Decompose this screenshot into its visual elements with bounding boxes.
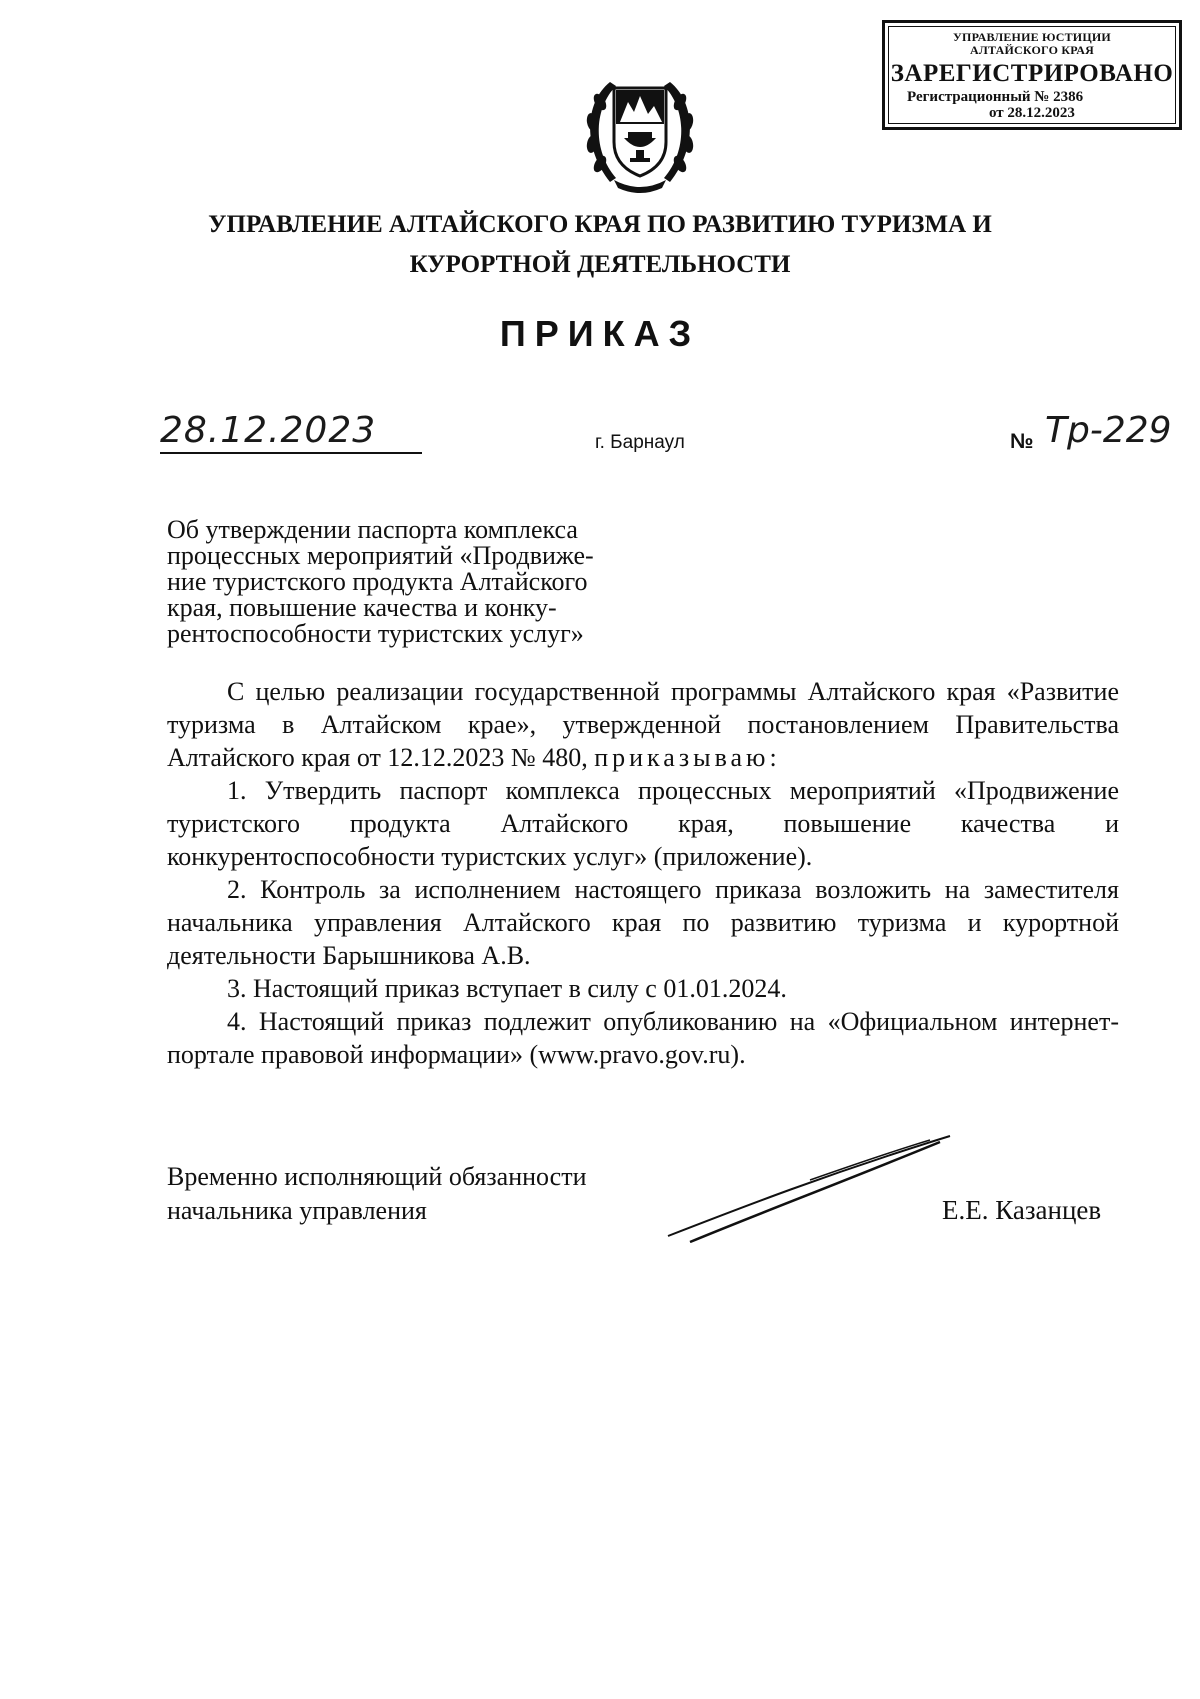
signer-name: Е.Е. Казанцев [942, 1195, 1102, 1225]
agency-name [100, 205, 1100, 285]
body-intro [167, 675, 1119, 774]
signer-position-line1: Временно исполняющий обязанности [167, 1162, 587, 1191]
agency-name-line1: УПРАВЛЕНИЕ АЛТАЙСКОГО КРАЯ ПО РАЗВИТИЮ ТУРИЗМА И [208, 211, 992, 238]
body-item-1: 1. Утвердить паспорт комплекса процессных мероприятий «Продвижение туристского продукта Алтайского края, повышение качества и конкурентоспособности туристских услуг» (приложение). [167, 776, 1119, 871]
body-intro-text: С целью реализации государственной программы Алтайского края «Развитие туризма в Алтайском крае», утвержденной постановлением Правительства Алтайского края от 12.12.2023 № 480, [167, 677, 1119, 772]
stamp-reg-date: от 28.12.2023 [989, 105, 1075, 121]
body-intro-verb: приказываю: [594, 743, 781, 772]
registration-stamp [882, 20, 1182, 130]
stamp-status: ЗАРЕГИСТРИРОВАНО [890, 60, 1174, 87]
number-sign: № [1010, 430, 1034, 453]
order-number: Тр-229 [1045, 410, 1172, 451]
stamp-org-line2: АЛТАЙСКОГО КРАЯ [970, 43, 1094, 57]
signer-position-line2: начальника управления [167, 1196, 427, 1225]
body-item-3: 3. Настоящий приказ вступает в силу с 01.01.2024. [227, 974, 787, 1003]
document-title: ПРИКАЗ [499, 313, 701, 354]
order-subject: Об утверждении паспорта комплекса процессных мероприятий «Продвиже- ние туристского продукта Алтайского края, повышение качества и конку- рентоспособности туристских услуг» [167, 515, 594, 648]
body-item-2: 2. Контроль за исполнением настоящего приказа возложить на заместителя начальника управления Алтайского края по развитию туризма и курортной деятельности Барышникова А.В. [167, 875, 1119, 970]
order-date: 28.12.2023 [160, 410, 377, 451]
altai-krai-coat-of-arms-icon [580, 72, 700, 194]
stamp-reg-number: Регистрационный № 2386 [907, 89, 1084, 105]
agency-name-line2: КУРОРТНОЙ ДЕЯТЕЛЬНОСТИ [409, 251, 791, 278]
handwritten-signature [660, 1128, 960, 1243]
body-item-4: 4. Настоящий приказ подлежит опубликованию на «Официальном интернет-портале правовой информации» (www.pravo.gov.ru). [167, 1007, 1119, 1069]
signer-position [167, 1160, 587, 1228]
order-city: г. Барнаул [595, 432, 685, 453]
stamp-inner-border [888, 26, 1176, 124]
date-underline [160, 452, 422, 454]
stamp-org-line1: УПРАВЛЕНИЕ ЮСТИЦИИ [953, 30, 1111, 44]
order-body [167, 675, 1119, 1071]
